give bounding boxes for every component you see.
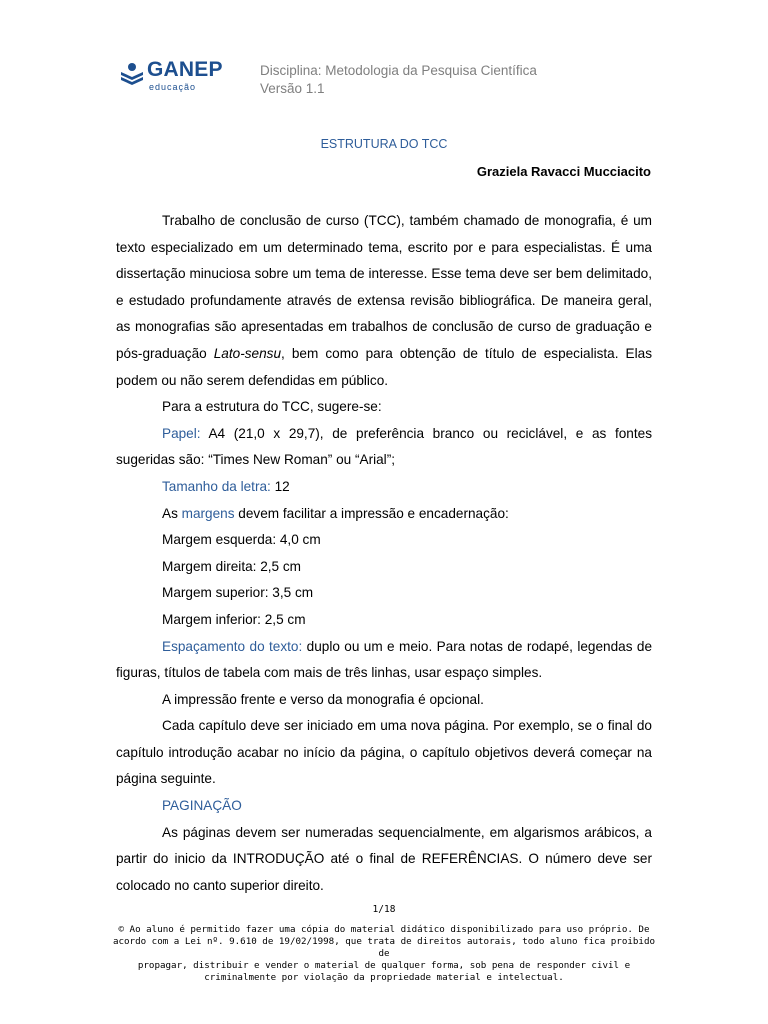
duplex-paragraph: A impressão frente e verso da monografia é opcional.: [162, 691, 484, 707]
logo-subtitle: educação: [149, 82, 197, 92]
course-info: [260, 62, 537, 98]
margin-left: Margem esquerda: 4,0 cm: [162, 532, 321, 548]
margins-prefix: As: [162, 505, 182, 521]
font-size-label: Tamanho da letra:: [162, 478, 271, 494]
font-size-paragraph: [116, 474, 652, 501]
pagination-heading: PAGINAÇÃO: [162, 798, 242, 814]
spacing-paragraph: [116, 634, 652, 687]
page-header: [119, 58, 679, 102]
margin-top: Margem superior: 3,5 cm: [162, 585, 314, 601]
footer-line-3: propagar, distribuir e vender o material de qualquer forma, sob pena de responder civil e: [137, 960, 631, 971]
paper-paragraph: [116, 421, 652, 474]
paper-text: A4 (21,0 x 29,7), de preferência branco ou reciclável, e as fontes sugeridas são: “Times New Roman” ou “Arial”;: [116, 425, 652, 468]
course-version: Versão 1.1: [260, 81, 325, 96]
margins-suffix: devem facilitar a impressão e encadernação:: [234, 505, 509, 521]
chapters-paragraph: Cada capítulo deve ser iniciado em uma nova página. Por exemplo, se o final do capítulo introdução acabar no início da página, o capítulo objetivos deverá começar na página seguinte.: [116, 718, 652, 787]
logo-name: GANEP: [147, 58, 223, 81]
intro-text-1: Trabalho de conclusão de curso (TCC), também chamado de monografia, é um texto especializado em um determinado tema, escrito por e para especialistas. É uma dissertação minuciosa sobre um tema de interesse. Esse tema deve ser bem delimitado, e estudado profundamente através de extensa revisão bibliográfica. De maneira geral, as monografias são apresentadas em trabalhos de conclusão de curso de graduação e pós-graduação: [116, 213, 652, 361]
ganep-logo: [119, 60, 239, 100]
margin-bottom: Margem inferior: 2,5 cm: [162, 611, 306, 627]
margins-paragraph: [116, 501, 652, 528]
ganep-logo-icon: [119, 62, 145, 88]
spacing-label: Espaçamento do texto:: [162, 638, 303, 654]
footer-line-2: acordo com a Lei nº. 9.610 de 19/02/1998, que trata de direitos autorais, todo aluno fica proibido de: [112, 936, 656, 959]
margins-label: margens: [181, 505, 235, 521]
margin-right: Margem direita: 2,5 cm: [162, 558, 302, 574]
footer-line-1: © Ao aluno é permitido fazer uma cópia do material didático disponibilizado para uso próprio. De: [118, 924, 650, 935]
structure-intro: Para a estrutura do TCC, sugere-se:: [162, 399, 382, 415]
document-title: ESTRUTURA DO TCC: [320, 137, 448, 151]
page-number: 1/18: [372, 904, 396, 915]
font-size-value: 12: [270, 478, 290, 494]
author-name: Graziela Ravacci Mucciacito: [476, 164, 651, 179]
document-body: [116, 208, 652, 899]
paper-label: Papel:: [162, 425, 201, 441]
pagination-paragraph: As páginas devem ser numeradas sequencialmente, em algarismos arábicos, a partir do inicio da INTRODUÇÃO até o final de REFERÊNCIAS. O número deve ser colocado no canto superior direito.: [116, 824, 652, 893]
course-discipline: Disciplina: Metodologia da Pesquisa Científica: [260, 63, 537, 78]
intro-text-2: , bem como para obtenção de título de especialista. Elas podem ou não serem defendidas em público.: [116, 345, 653, 388]
spacing-text: duplo ou um e meio. Para notas de rodapé, legendas de figuras, títulos de tabela com mais de três linhas, usar espaço simples.: [116, 638, 653, 681]
copyright-footer: [110, 924, 658, 984]
intro-italic: Lato-sensu: [213, 345, 282, 361]
footer-line-4: criminalmente por violação da propriedade material e intelectual.: [204, 972, 564, 983]
intro-paragraph: [116, 208, 652, 394]
